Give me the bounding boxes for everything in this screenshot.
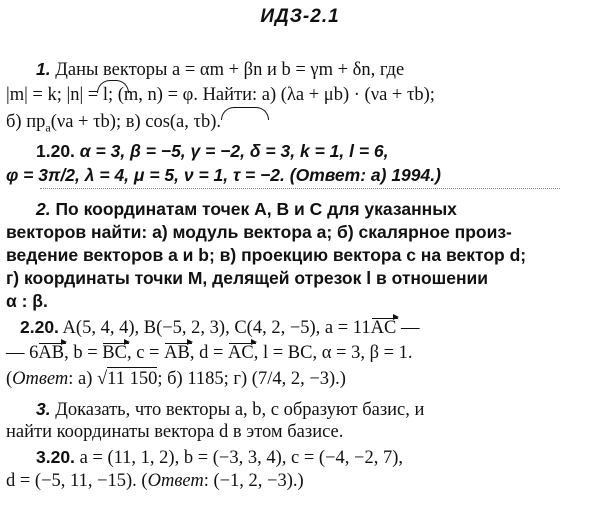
- variant-2-data-3c: ; б) 1185; г) (7/4, 2, −3).): [157, 369, 346, 389]
- problem-2-line-5: [6, 290, 592, 312]
- problem-3-number: 3.: [36, 399, 51, 419]
- problem-3-line-2: [6, 421, 592, 443]
- variant-2-data-2a: — 6: [6, 343, 39, 363]
- vector-ac: AC: [370, 318, 397, 338]
- variant-2-line-3: [6, 368, 592, 390]
- variant-3-number: 3.20.: [36, 447, 75, 467]
- problem-2-statement-3: ведение векторов a и b; в) проекцию вектора c на вектор d;: [6, 245, 527, 265]
- problem-2-line-3: [6, 244, 592, 266]
- problem-2-statement-5: α : β.: [6, 291, 48, 311]
- problem-3-line-1: [36, 398, 592, 421]
- variant-2-data-1b: —: [396, 318, 420, 338]
- variant-2-number: 2.20.: [20, 317, 59, 337]
- variant-3-line-1: [36, 446, 592, 469]
- variant-3-data-2a: d = (−5, 11, −15). (: [6, 471, 148, 491]
- variant-2-data-3a: (: [6, 369, 13, 389]
- problem-1-line-3: [6, 111, 592, 139]
- problem-1-number: 1.: [36, 59, 51, 79]
- variant-3-answer-label: Ответ: [147, 471, 204, 491]
- problem-3-statement-1: Доказать, что векторы a, b, c образуют базис, и: [50, 400, 425, 420]
- problem-2-statement-1: По координатам точек A, B и C для указанных: [50, 199, 457, 219]
- angle-arc-icon: [221, 107, 269, 120]
- variant-2-data-2b: , b =: [64, 343, 103, 363]
- problem-1-line-1: [36, 58, 592, 81]
- scan-artifact: [40, 188, 560, 192]
- variant-1-answer: : а) 1994.): [360, 165, 441, 185]
- vector-ab-2: AB: [164, 343, 190, 363]
- vector-ac-2: AC: [228, 343, 254, 363]
- problem-1-statement-2: |m| = k; |n| = l; (m, n) = φ. Найти: а) (λa + μb) · (νa + τb);: [6, 85, 435, 105]
- variant-2-data-2c: , c =: [126, 343, 165, 363]
- variant-2-answer-label: Ответ: [12, 369, 69, 389]
- variant-1-answer-label: Ответ: [295, 165, 361, 185]
- problem-1-line-2: [6, 84, 592, 106]
- variant-2-data-2e: , l = BC, α = 3, β = 1.: [253, 343, 413, 363]
- variant-1-data-2: φ = 3π/2, λ = 4, μ = 5, ν = 1, τ = −2. (: [6, 165, 296, 185]
- variant-1-line-1: [36, 140, 592, 162]
- variant-2-line-2: [6, 342, 592, 364]
- variant-3-line-2: [6, 470, 592, 492]
- vector-bc: BC: [102, 343, 127, 363]
- variant-1-line-2: [6, 164, 592, 186]
- variant-2-data-2d: , d =: [189, 343, 228, 363]
- problem-2-line-1: [36, 198, 592, 220]
- problem-2-line-4: [6, 267, 592, 289]
- problem-2-number: 2.: [36, 199, 51, 219]
- page-title: ИДЗ-2.1: [260, 6, 340, 27]
- problem-3-statement-2: найти координаты вектора d в этом базисе.: [6, 422, 344, 442]
- variant-2-data-1a: A(5, 4, 4), B(−5, 2, 3), C(4, 2, −5), a = 11: [58, 318, 371, 338]
- sqrt-value: 11 150: [107, 369, 158, 389]
- problem-2-line-2: [6, 221, 592, 243]
- sqrt-icon: √: [97, 369, 108, 389]
- angle-arc-icon: [97, 80, 129, 93]
- variant-2-data-3b: : а): [68, 369, 98, 389]
- problem-2-statement-2: векторов найти: а) модуль вектора a; б) скалярное произ-: [6, 222, 512, 242]
- problem-1-statement-3b: (νa + τb); в) cos(a, τb).: [50, 112, 221, 132]
- problem-1-statement-1: Даны векторы a = αm + βn и b = γm + δn, где: [50, 60, 405, 80]
- projection-subscript: a: [45, 120, 51, 135]
- variant-3-data-2b: : (−1, 2, −3).): [203, 471, 304, 491]
- variant-1-data-1: α = 3, β = −5, γ = −2, δ = 3, k = 1, l = 6,: [74, 141, 389, 161]
- vector-ab: AB: [38, 343, 65, 363]
- variant-1-number: 1.20.: [36, 141, 75, 161]
- variant-2-line-1: [20, 316, 592, 339]
- problem-1-statement-3a: б) пр: [6, 112, 46, 132]
- variant-3-data-1: a = (11, 1, 2), b = (−3, 3, 4), c = (−4, −2, 7),: [74, 448, 403, 468]
- problem-2-statement-4: г) координаты точки M, делящей отрезок l в отношении: [6, 268, 489, 288]
